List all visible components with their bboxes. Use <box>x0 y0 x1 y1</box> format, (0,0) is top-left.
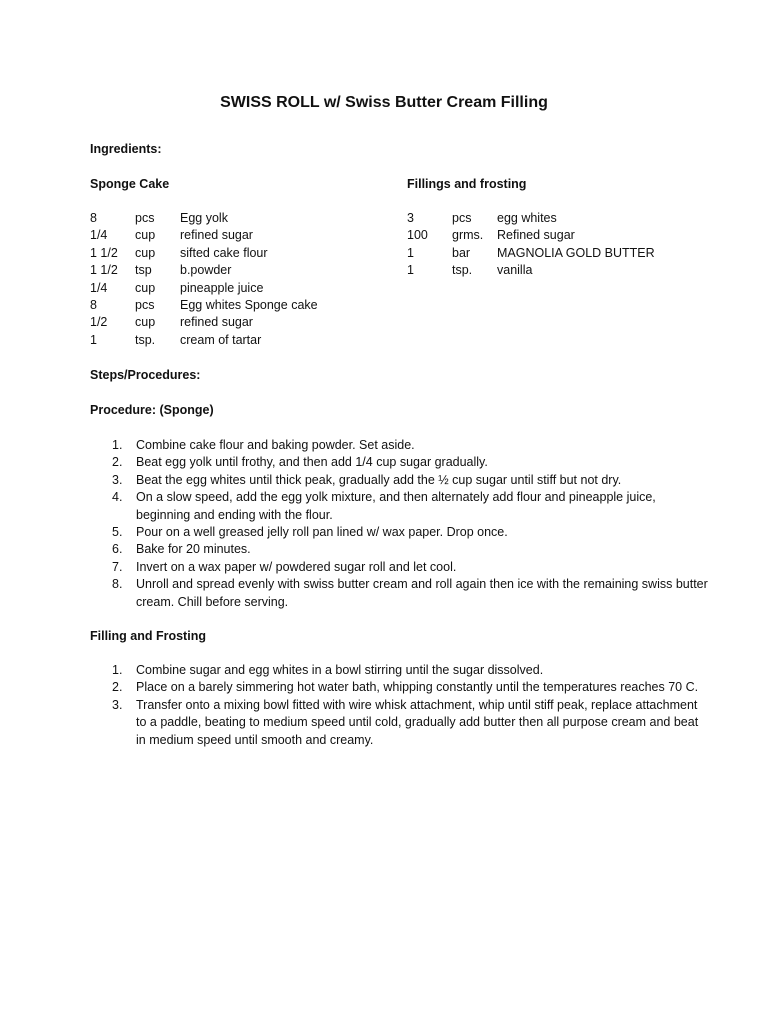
step-text: Place on a barely simmering hot water bath, whipping constantly until the temperatures reaches 70 C. <box>136 680 699 695</box>
ingredient-unit: grms. <box>452 228 484 243</box>
ingredient-qty: 1 <box>90 332 97 347</box>
ingredient-name: sifted cake flour <box>180 245 268 260</box>
ingredient-qty: 1 <box>407 263 414 278</box>
step-item <box>90 489 710 524</box>
step-item <box>90 454 710 471</box>
filling-steps-list <box>90 662 710 749</box>
sponge-ingredients-table <box>90 210 318 349</box>
ingredient-row <box>407 210 655 227</box>
ingredient-qty: 8 <box>90 298 97 313</box>
ingredient-name: refined sugar <box>180 228 253 243</box>
ingredient-name: MAGNOLIA GOLD BUTTER <box>497 245 655 260</box>
step-number: 8. <box>112 577 123 592</box>
ingredient-unit: pcs <box>452 211 472 225</box>
ingredient-row <box>90 297 318 314</box>
ingredient-qty: 1 <box>407 245 414 260</box>
ingredient-row <box>90 262 318 279</box>
ingredient-name: refined sugar <box>180 315 253 330</box>
step-number: 7. <box>112 559 123 574</box>
ingredient-qty: 8 <box>90 211 97 225</box>
ingredient-name: Egg yolk <box>180 211 228 225</box>
step-text: Bake for 20 minutes. <box>136 542 251 557</box>
step-text: Unroll and spread evenly with swiss butter cream and roll again then ice with the remaining swiss butter cream. Chill before serving. <box>136 577 708 609</box>
ingredient-qty: 1/2 <box>90 315 108 330</box>
ingredient-row <box>90 280 318 297</box>
step-number: 3. <box>112 472 123 487</box>
step-number: 2. <box>112 455 123 470</box>
fillings-heading: Fillings and frosting <box>407 177 527 191</box>
procedure-sponge-heading: Procedure: (Sponge) <box>90 403 214 417</box>
step-number: 4. <box>112 490 123 505</box>
step-text: On a slow speed, add the egg yolk mixture, and then alternately add flour and pineapple juice, beginning and ending with the flour. <box>136 490 656 522</box>
steps-heading: Steps/Procedures: <box>90 368 201 382</box>
ingredient-row <box>90 227 318 244</box>
sponge-cake-heading: Sponge Cake <box>90 177 170 191</box>
ingredient-row <box>90 210 318 227</box>
ingredient-unit: cup <box>135 280 156 295</box>
ingredient-unit: tsp. <box>452 263 473 278</box>
step-item <box>90 472 710 489</box>
step-number: 1. <box>112 438 123 452</box>
step-text: Transfer onto a mixing bowl fitted with wire whisk attachment, whip until stiff peak, replace attachment to a paddle, beating to medium speed until cold, gradually add butter then all purpose cream and beat in medium speed until smooth and creamy. <box>136 697 699 747</box>
step-number: 3. <box>112 697 123 712</box>
ingredient-qty: 3 <box>407 211 414 225</box>
filling-ingredients-table <box>407 210 655 280</box>
ingredients-heading: Ingredients: <box>90 142 162 156</box>
ingredient-unit: tsp. <box>135 332 156 347</box>
ingredient-qty: 1/4 <box>90 228 108 243</box>
step-number: 1. <box>112 663 123 677</box>
step-item <box>90 559 710 576</box>
step-item <box>90 679 710 696</box>
ingredient-name: egg whites <box>497 211 557 225</box>
ingredient-unit: tsp <box>135 263 152 278</box>
ingredient-name: cream of tartar <box>180 332 262 347</box>
ingredient-row <box>90 314 318 331</box>
filling-frosting-heading: Filling and Frosting <box>90 629 206 643</box>
step-number: 2. <box>112 680 123 695</box>
step-number: 5. <box>112 525 123 540</box>
step-text: Combine cake flour and baking powder. Set aside. <box>136 438 415 452</box>
step-text: Beat egg yolk until frothy, and then add 1/4 cup sugar gradually. <box>136 455 488 470</box>
ingredient-unit: pcs <box>135 298 155 313</box>
ingredient-name: Refined sugar <box>497 228 575 243</box>
step-text: Invert on a wax paper w/ powdered sugar roll and let cool. <box>136 559 457 574</box>
ingredient-row <box>90 332 318 349</box>
step-text: Beat the egg whites until thick peak, gradually add the ½ cup sugar until stiff but not dry. <box>136 472 622 487</box>
step-item <box>90 541 710 558</box>
ingredient-qty: 1 1/2 <box>90 245 118 260</box>
ingredient-unit: pcs <box>135 211 155 225</box>
ingredient-row <box>407 227 655 244</box>
step-number: 6. <box>112 542 123 557</box>
sponge-steps-list <box>90 437 710 611</box>
ingredient-row <box>407 245 655 262</box>
ingredient-name: Egg whites Sponge cake <box>180 298 318 313</box>
step-item <box>90 437 710 454</box>
step-text: Combine sugar and egg whites in a bowl stirring until the sugar dissolved. <box>136 663 544 677</box>
step-item <box>90 524 710 541</box>
ingredient-unit: bar <box>452 245 471 260</box>
ingredient-unit: cup <box>135 315 156 330</box>
step-text: Pour on a well greased jelly roll pan lined w/ wax paper. Drop once. <box>136 525 508 540</box>
step-item <box>90 697 710 749</box>
ingredient-qty: 100 <box>407 228 428 243</box>
step-item <box>90 662 710 679</box>
ingredient-row <box>90 245 318 262</box>
ingredient-name: b.powder <box>180 263 232 278</box>
ingredient-name: pineapple juice <box>180 280 264 295</box>
ingredient-qty: 1/4 <box>90 280 108 295</box>
ingredient-row <box>407 262 655 279</box>
ingredient-qty: 1 1/2 <box>90 263 118 278</box>
ingredient-unit: cup <box>135 245 156 260</box>
ingredient-name: vanilla <box>497 263 533 278</box>
step-item <box>90 576 710 611</box>
ingredient-unit: cup <box>135 228 156 243</box>
page-title: SWISS ROLL w/ Swiss Butter Cream Filling <box>220 94 548 111</box>
